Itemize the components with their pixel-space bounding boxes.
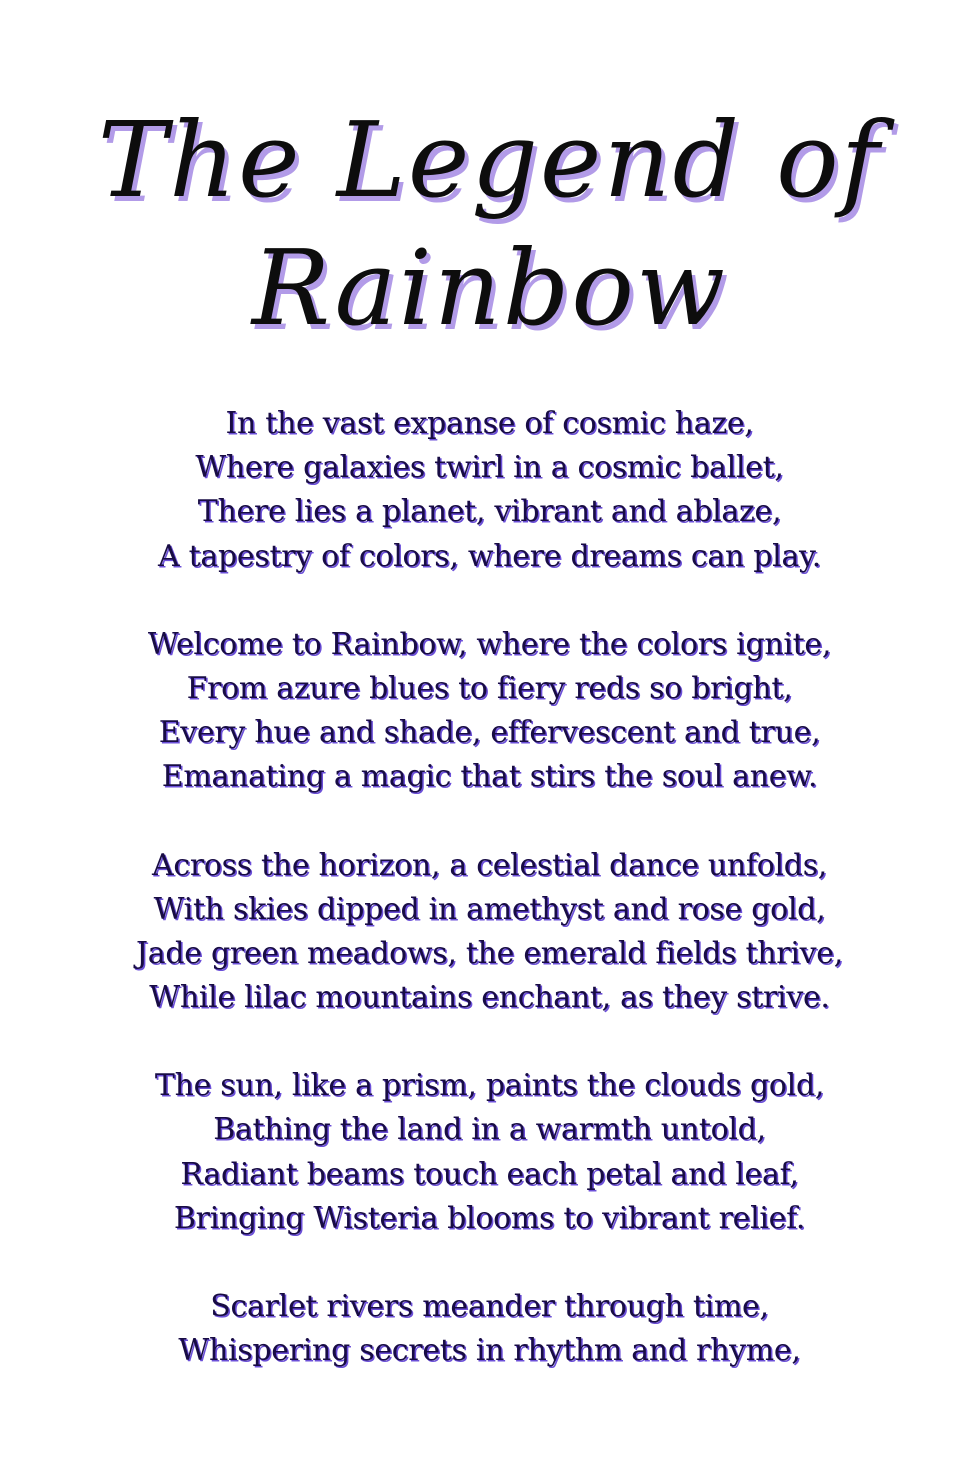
poem-title-line-1: The Legend of <box>97 99 882 221</box>
poem-line: With skies dipped in amethyst and rose gold, <box>153 891 826 927</box>
poem-body <box>0 402 979 1417</box>
poem-line: In the vast expanse of cosmic haze, <box>225 406 754 441</box>
poem-line: Where galaxies twirl in a cosmic ballet, <box>195 450 784 486</box>
poem-line: Bringing Wisteria blooms to vibrant relief. <box>173 1200 806 1236</box>
poem-line: Jade green meadows, the emerald fields thrive, <box>136 935 843 971</box>
poem-line: Across the horizon, a celestial dance unfolds, <box>151 847 828 883</box>
poem-line: Bathing the land in a warmth untold, <box>213 1112 766 1148</box>
poem-line: A tapestry of colors, where dreams can play. <box>158 538 821 574</box>
poem-line: Emanating a magic that stirs the soul anew. <box>161 759 818 795</box>
poem-line: There lies a planet, vibrant and ablaze, <box>197 494 782 530</box>
poem-line: The sun, like a prism, paints the clouds gold, <box>154 1068 825 1104</box>
stanza-2 <box>0 623 979 800</box>
poem-line: While lilac mountains enchant, as they strive. <box>149 980 830 1016</box>
poem-line: Every hue and shade, effervescent and true, <box>158 715 821 751</box>
poem-line: Radiant beams touch each petal and leaf, <box>180 1156 799 1192</box>
stanza-3 <box>0 844 979 1021</box>
poem-title-line-2: Rainbow <box>251 227 728 349</box>
stanza-4 <box>0 1064 979 1241</box>
poem-line: Whispering secrets in rhythm and rhyme, <box>178 1333 801 1369</box>
stanza-1 <box>0 402 979 579</box>
stanza-5 <box>0 1285 979 1373</box>
poem-line: Scarlet rivers meander through time, <box>210 1289 769 1324</box>
poem-line: From azure blues to fiery reds so bright, <box>186 670 793 706</box>
poem-line: Welcome to Rainbow, where the colors ignite, <box>147 626 832 662</box>
